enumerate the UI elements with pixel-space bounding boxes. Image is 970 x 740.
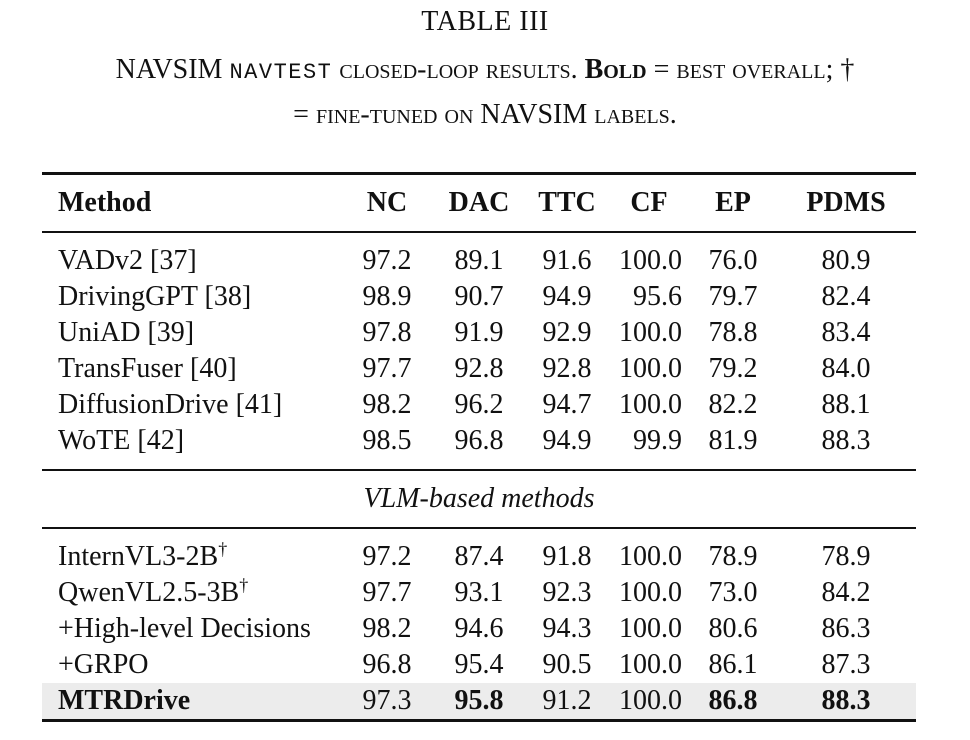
- header-nc: NC: [342, 174, 432, 233]
- spacer-row: [42, 528, 916, 539]
- cell-ep: 78.8: [708, 317, 758, 348]
- caption-navsim: NAVSIM: [115, 54, 223, 85]
- cell-dac: 94.6: [454, 613, 504, 644]
- fine-tuned-mark: †: [218, 539, 228, 559]
- caption-text-1: closed-loop results.: [339, 54, 578, 85]
- cell-method: TransFuser [40]: [58, 353, 237, 384]
- cell-pdms: 78.9: [821, 541, 871, 572]
- method-name: InternVL3-2B: [58, 541, 219, 572]
- table-label: TABLE III: [421, 6, 549, 37]
- header-ttc: TTC: [526, 174, 608, 233]
- cell-dac: 91.9: [454, 317, 504, 348]
- cell-nc: 97.7: [362, 577, 412, 608]
- header-cf: CF: [608, 174, 690, 233]
- cell-nc: 97.2: [362, 541, 412, 572]
- cell-cf: 100.0: [619, 649, 682, 680]
- cell-pdms: 86.3: [821, 613, 871, 644]
- header-dac: DAC: [432, 174, 526, 233]
- cell-cf: 100.0: [619, 577, 682, 608]
- cell-ep: 79.7: [708, 281, 758, 312]
- caption-text-2: = best overall; †: [653, 54, 855, 85]
- cell-dac: 95.4: [454, 649, 504, 680]
- cell-nc: 98.5: [362, 425, 412, 456]
- cell-nc: 97.3: [342, 683, 432, 721]
- cell-nc: 97.7: [362, 353, 412, 384]
- table-row: [42, 315, 916, 351]
- method-name: QwenVL2.5-3B: [58, 577, 240, 608]
- caption-line2-post: labels.: [594, 99, 677, 130]
- cell-dac: 87.4: [454, 541, 504, 572]
- cell-cf: 100.0: [619, 317, 682, 348]
- cell-pdms: 84.0: [821, 353, 871, 384]
- table-caption-line-1: [0, 52, 970, 91]
- cell-ttc: 94.7: [542, 389, 592, 420]
- cell-ttc: 92.9: [542, 317, 592, 348]
- cell-method: +GRPO: [58, 649, 149, 680]
- cell-pdms: 80.9: [821, 245, 871, 276]
- cell-pdms: 87.3: [821, 649, 871, 680]
- cell-dac: 89.1: [454, 245, 504, 276]
- header-pdms: PDMS: [776, 174, 916, 233]
- cell-dac: 96.2: [454, 389, 504, 420]
- cell-cf: 100.0: [619, 541, 682, 572]
- cell-method: VADv2 [37]: [58, 245, 197, 276]
- cell-cf: 100.0: [619, 613, 682, 644]
- cell-method: +High-level Decisions: [58, 613, 311, 644]
- caption-line2-navsim: NAVSIM: [480, 99, 588, 130]
- cell-pdms: 83.4: [821, 317, 871, 348]
- table-row: [42, 423, 916, 459]
- caption-bold-word: Bold: [584, 54, 647, 85]
- table-row: [42, 243, 916, 279]
- cell-ep: 79.2: [708, 353, 758, 384]
- cell-dac: 95.8: [432, 683, 526, 721]
- cell-method: DrivingGPT [38]: [58, 281, 252, 312]
- cell-nc: 97.2: [362, 245, 412, 276]
- cell-ep: 86.8: [690, 683, 776, 721]
- table-row: [42, 575, 916, 611]
- fine-tuned-mark: †: [239, 575, 249, 595]
- cell-ttc: 92.3: [542, 577, 592, 608]
- cell-pdms: 88.3: [776, 683, 916, 721]
- cell-pdms: 84.2: [821, 577, 871, 608]
- cell-ep: 82.2: [708, 389, 758, 420]
- cell-pdms: 88.1: [821, 389, 871, 420]
- cell-nc: 96.8: [362, 649, 412, 680]
- cell-method: WoTE [42]: [58, 425, 185, 456]
- cell-ep: 78.9: [708, 541, 758, 572]
- table-caption-line-2: [0, 97, 970, 133]
- cell-dac: 93.1: [454, 577, 504, 608]
- cell-pdms: 88.3: [821, 425, 871, 456]
- table-row: [42, 647, 916, 683]
- cell-ep: 80.6: [708, 613, 758, 644]
- cell-cf: 95.6: [633, 281, 682, 312]
- cell-cf: 99.9: [633, 425, 682, 456]
- section-label: VLM-based methods: [42, 470, 916, 528]
- cell-ep: 81.9: [708, 425, 758, 456]
- cell-ttc: 91.6: [542, 245, 592, 276]
- cell-ttc: 91.8: [542, 541, 592, 572]
- cell-method: [42, 575, 342, 611]
- spacer-row: [42, 232, 916, 243]
- results-table-container: [42, 172, 916, 722]
- cell-pdms: 82.4: [821, 281, 871, 312]
- spacer-row: [42, 459, 916, 470]
- cell-ttc: 94.3: [542, 613, 592, 644]
- cell-dac: 92.8: [454, 353, 504, 384]
- cell-ep: 86.1: [708, 649, 758, 680]
- table-row: [42, 611, 916, 647]
- cell-cf: 100.0: [619, 353, 682, 384]
- table-row: [42, 279, 916, 315]
- header-method: Method: [42, 174, 342, 233]
- caption-line2-pre: = fine-tuned on: [293, 99, 474, 130]
- cell-method: MTRDrive: [42, 683, 342, 721]
- cell-ep: 73.0: [708, 577, 758, 608]
- table-row: [42, 387, 916, 423]
- cell-method: UniAD [39]: [58, 317, 195, 348]
- table-row: [42, 351, 916, 387]
- section-row: [42, 470, 916, 528]
- header-row: [42, 174, 916, 233]
- cell-method: [42, 539, 342, 575]
- cell-nc: 97.8: [362, 317, 412, 348]
- cell-cf: 100.0: [619, 389, 682, 420]
- cell-dac: 90.7: [454, 281, 504, 312]
- cell-cf: 100.0: [608, 683, 690, 721]
- caption-split: NAVTEST: [229, 60, 333, 85]
- cell-cf: 100.0: [619, 245, 682, 276]
- cell-nc: 98.2: [362, 613, 412, 644]
- cell-ttc: 90.5: [542, 649, 592, 680]
- cell-method: DiffusionDrive [41]: [58, 389, 283, 420]
- cell-nc: 98.2: [362, 389, 412, 420]
- header-ep: EP: [690, 174, 776, 233]
- cell-dac: 96.8: [454, 425, 504, 456]
- table-row-highlighted: [42, 683, 916, 721]
- cell-ttc: 94.9: [542, 281, 592, 312]
- cell-ttc: 91.2: [526, 683, 608, 721]
- cell-ep: 76.0: [708, 245, 758, 276]
- cell-ttc: 94.9: [542, 425, 592, 456]
- cell-ttc: 92.8: [542, 353, 592, 384]
- results-table: [42, 172, 916, 722]
- table-row: [42, 539, 916, 575]
- cell-nc: 98.9: [362, 281, 412, 312]
